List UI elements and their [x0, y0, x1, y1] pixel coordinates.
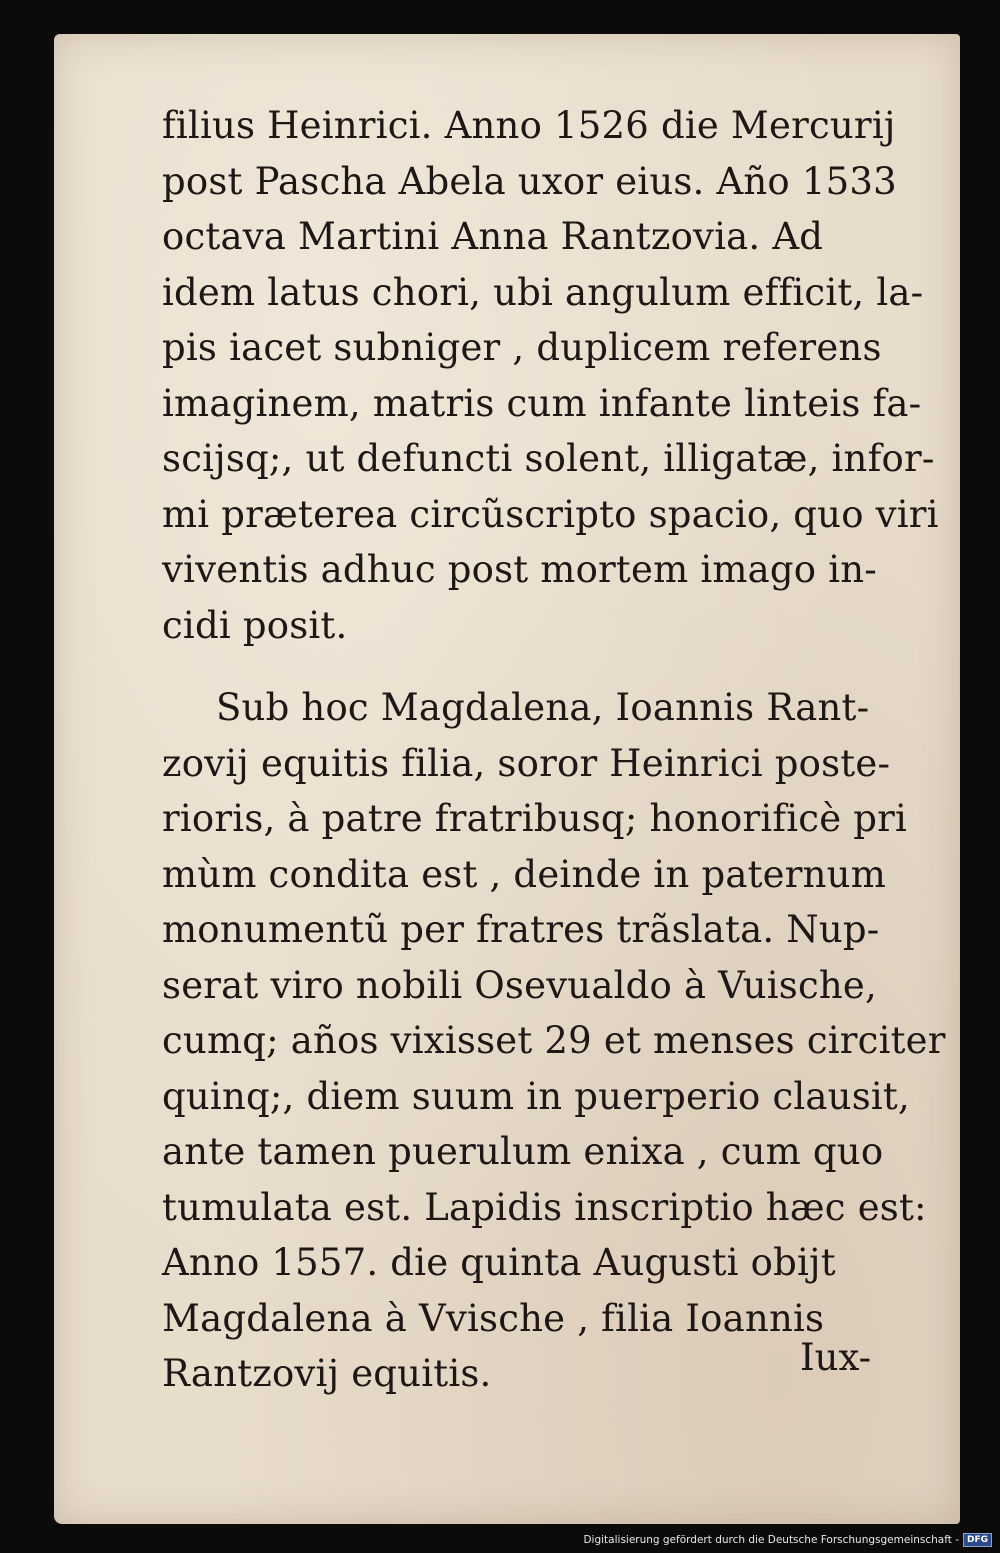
- text-line: Rantzovij equitis.: [162, 1352, 492, 1395]
- text-line: imaginem, matris cum infante linteis fa-: [162, 381, 922, 425]
- text-line: Anno 1557. die quinta Augusti obijt: [162, 1241, 836, 1284]
- text-line: post Pascha Abela uxor eius. Año 1533: [162, 159, 897, 203]
- text-line: Sub hoc Magdalena, Ioannis Rant-: [216, 686, 870, 729]
- credit-text: Digitalisierung gefördert durch die Deutsche Forschungsgemeinschaft -: [583, 1534, 959, 1546]
- text-line: scijsq;, ut defuncti solent, illigatæ, infor-: [162, 437, 935, 480]
- paragraph-2: [162, 680, 946, 1402]
- dfg-logo[interactable]: DFG: [963, 1533, 992, 1547]
- text-line: quinq;, diem suum in puerperio clausit,: [162, 1074, 910, 1118]
- text-line: Magdalena à Vvische , filia Ioannis: [162, 1296, 825, 1340]
- text-line: octava Martini Anna Rantzovia. Ad: [162, 215, 824, 258]
- catchword: Iux-: [800, 1336, 872, 1379]
- text-line: pis iacet subniger , duplicem referens: [162, 326, 882, 369]
- text-line: serat viro nobili Osevualdo à Vuische,: [162, 963, 877, 1007]
- text-line: zovij equitis filia, soror Heinrici poste-: [162, 741, 891, 785]
- text-line: cumq; años vixisset 29 et menses circiter: [162, 1019, 946, 1062]
- digitization-credit: [583, 1533, 992, 1547]
- text-line: viventis adhuc post mortem imago in-: [162, 548, 878, 591]
- text-line: ante tamen puerulum enixa , cum quo: [162, 1130, 884, 1173]
- text-line: cidi posit.: [162, 603, 348, 647]
- text-line: rioris, à patre fratribusq; honorificè pri: [162, 797, 908, 840]
- text-line: mùm condita est , deinde in paternum: [162, 852, 886, 896]
- text-line: tumulata est. Lapidis inscriptio hæc est:: [162, 1185, 927, 1229]
- paragraph-1: [162, 98, 939, 653]
- text-line: monumentũ per fratres trãslata. Nup-: [162, 908, 880, 951]
- book-page: [54, 34, 960, 1524]
- text-line: filius Heinrici. Anno 1526 die Mercurij: [162, 104, 896, 147]
- text-line: mi præterea circũscripto spacio, quo viri: [162, 492, 939, 536]
- text-line: idem latus chori, ubi angulum efficit, la-: [162, 270, 924, 314]
